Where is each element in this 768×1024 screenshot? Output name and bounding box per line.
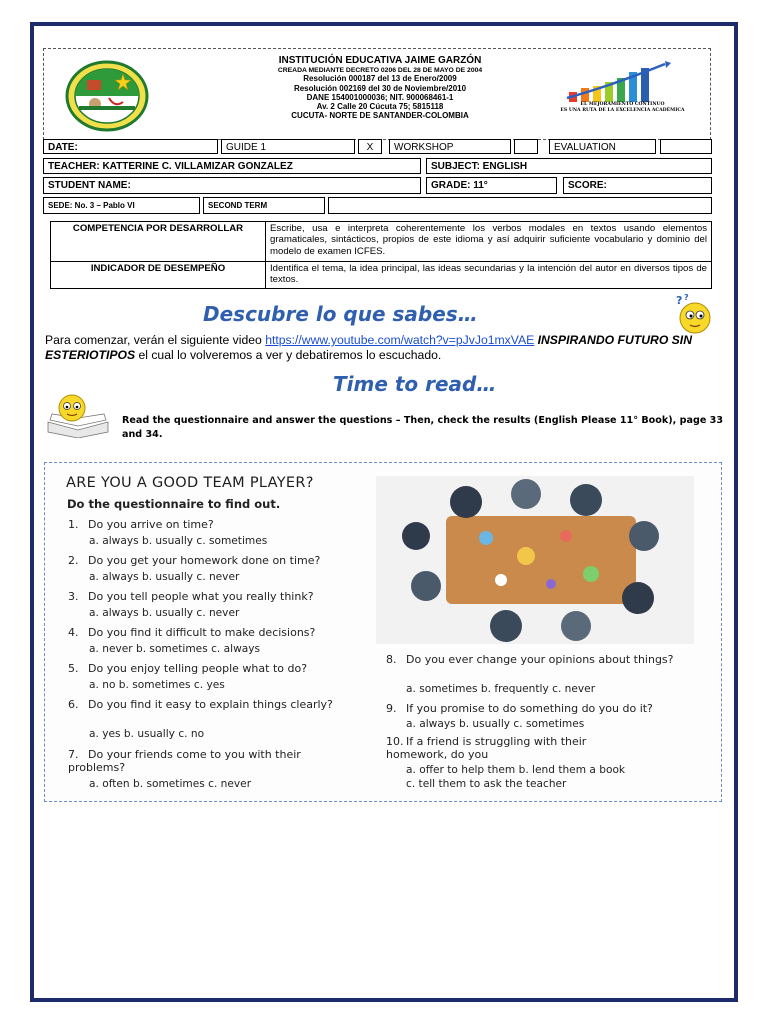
grade-cell: GRADE: 11°	[426, 177, 557, 194]
workshop-cell: WORKSHOP	[389, 139, 511, 154]
section-heading-descubre: Descubre lo que sabes…	[203, 302, 478, 326]
subject-cell: SUBJECT: ENGLISH	[426, 158, 712, 174]
intro-paragraph	[45, 333, 725, 362]
question-7-options: a. often b. sometimes c. never	[89, 778, 252, 790]
mark-cell[interactable]: X	[358, 139, 382, 154]
school-crest-logo	[65, 60, 149, 132]
score-field[interactable]	[563, 177, 712, 194]
youtube-link[interactable]: https://www.youtube.com/watch?v=pJvJo1mxVAE	[265, 333, 535, 347]
motto-line-2: ES UNA RUTA DE LA EXCELENCIA ACADÉMICA	[560, 107, 685, 113]
indicador-label: INDICADOR DE DESEMPEÑO	[51, 261, 266, 288]
competencia-label: COMPETENCIA POR DESARROLLAR	[51, 222, 266, 262]
question-10-options: a. offer to help them b. lend them a book	[406, 764, 626, 776]
question-1: 1. Do you arrive on time?	[68, 518, 214, 531]
question-10-options-2: c. tell them to ask the teacher	[406, 778, 567, 790]
dane-line: DANE 154001000036; NIT. 900068461-1	[306, 92, 454, 102]
workshop-check-cell[interactable]	[514, 139, 538, 154]
svg-text:?: ?	[684, 293, 689, 302]
student-name-label: STUDENT NAME:	[48, 180, 131, 191]
teacher-cell: TEACHER: KATTERINE C. VILLAMIZAR GONZALEZ	[43, 158, 421, 174]
motto-line-1: EL MEJORAMIENTO CONTINUO	[580, 102, 665, 107]
question-6: 6. Do you find it easy to explain things clearly?	[68, 698, 333, 711]
blank-cell	[328, 197, 712, 214]
evaluation-check-cell[interactable]	[660, 139, 712, 154]
decree-line: CREADA MEDIANTE DECRETO 0206 DEL 28 DE MAYO DE 2004	[277, 66, 483, 74]
reading-instruction: Read the questionnaire and answer the questions – Then, check the results (English Please 11° Book), page 33 and 34.	[122, 415, 724, 440]
question-10: 10. If a friend is struggling with their homework, do you	[386, 735, 587, 761]
intro-before: Para comenzar, verán el siguiente video	[45, 333, 266, 347]
institution-header	[225, 55, 535, 120]
question-9: 9. If you promise to do something do you do it?	[386, 702, 653, 715]
question-4-options: a. never b. sometimes c. always	[89, 643, 261, 655]
evaluation-cell: EVALUATION	[549, 139, 656, 154]
indicador-row	[51, 261, 712, 288]
competencia-text: Escribe, usa e interpreta coherentemente los verbos modales en textos usando elementos gramaticales, sintácticos, propios de este idioma y así adquirir suficiente vocabulario y dominio del modelo de examen ICFES.	[266, 222, 712, 262]
score-label: SCORE:	[568, 180, 607, 191]
competencia-table	[50, 221, 712, 289]
team-meeting-photo	[376, 476, 694, 644]
question-1-options: a. always b. usually c. sometimes	[89, 535, 268, 547]
competencia-row	[51, 222, 712, 262]
term-cell: SECOND TERM	[203, 197, 325, 214]
question-7: 7. Do your friends come to you with their problems?	[68, 748, 301, 774]
question-3-options: a. always b. usually c. never	[89, 607, 240, 619]
question-2: 2. Do you get your homework done on time?	[68, 554, 321, 567]
question-5: 5. Do you enjoy telling people what to do?	[68, 662, 308, 675]
questionnaire-title: ARE YOU A GOOD TEAM PLAYER?	[66, 475, 314, 491]
date-field[interactable]	[43, 139, 218, 154]
institution-name: INSTITUCIÓN EDUCATIVA JAIME GARZÓN	[278, 55, 482, 66]
student-name-field[interactable]	[43, 177, 421, 194]
svg-text:?: ?	[676, 294, 683, 307]
question-8: 8. Do you ever change your opinions about things?	[386, 653, 674, 666]
intro-after: el cual lo volveremos a ver y debatiremos lo escuchado.	[135, 347, 442, 362]
resolution-line-1: Resolución 000187 del 13 de Enero/2009	[303, 74, 457, 84]
question-6-options: a. yes b. usually c. no	[89, 728, 205, 740]
reading-book-icon	[42, 392, 114, 438]
question-4: 4. Do you find it difficult to make decisions?	[68, 626, 316, 639]
resolution-line-2: Resolución 002169 del 30 de Noviembre/2010	[293, 83, 467, 93]
guide-cell: GUIDE 1	[221, 139, 355, 154]
address-line: Av. 2 Calle 20 Cúcuta 75; 5815118	[316, 101, 444, 111]
indicador-text: Identifica el tema, la idea principal, las ideas secundarias y la intención del autor en diversos tipos de textos.	[266, 261, 712, 288]
question-9-options: a. always b. usually c. sometimes	[406, 718, 585, 730]
date-label: DATE:	[48, 142, 78, 153]
question-3: 3. Do you tell people what you really think?	[68, 590, 314, 603]
city-line: CUCUTA- NORTE DE SANTANDER-COLOMBIA	[291, 111, 469, 121]
question-5-options: a. no b. sometimes c. yes	[89, 679, 225, 691]
thinking-face-icon	[670, 292, 716, 336]
sede-cell: SEDE: No. 3 – Pablo VI	[43, 197, 200, 214]
question-8-options: a. sometimes b. frequently c. never	[406, 683, 596, 695]
growth-chart-logo	[565, 60, 675, 105]
questionnaire-subtitle: Do the questionnaire to find out.	[67, 497, 281, 511]
question-2-options: a. always b. usually c. never	[89, 571, 240, 583]
intro-title: INSPIRANDO FUTURO SIN ESTERIOTIPOS	[45, 333, 692, 362]
motto	[560, 102, 685, 114]
section-heading-time-to-read: Time to read…	[333, 372, 497, 396]
